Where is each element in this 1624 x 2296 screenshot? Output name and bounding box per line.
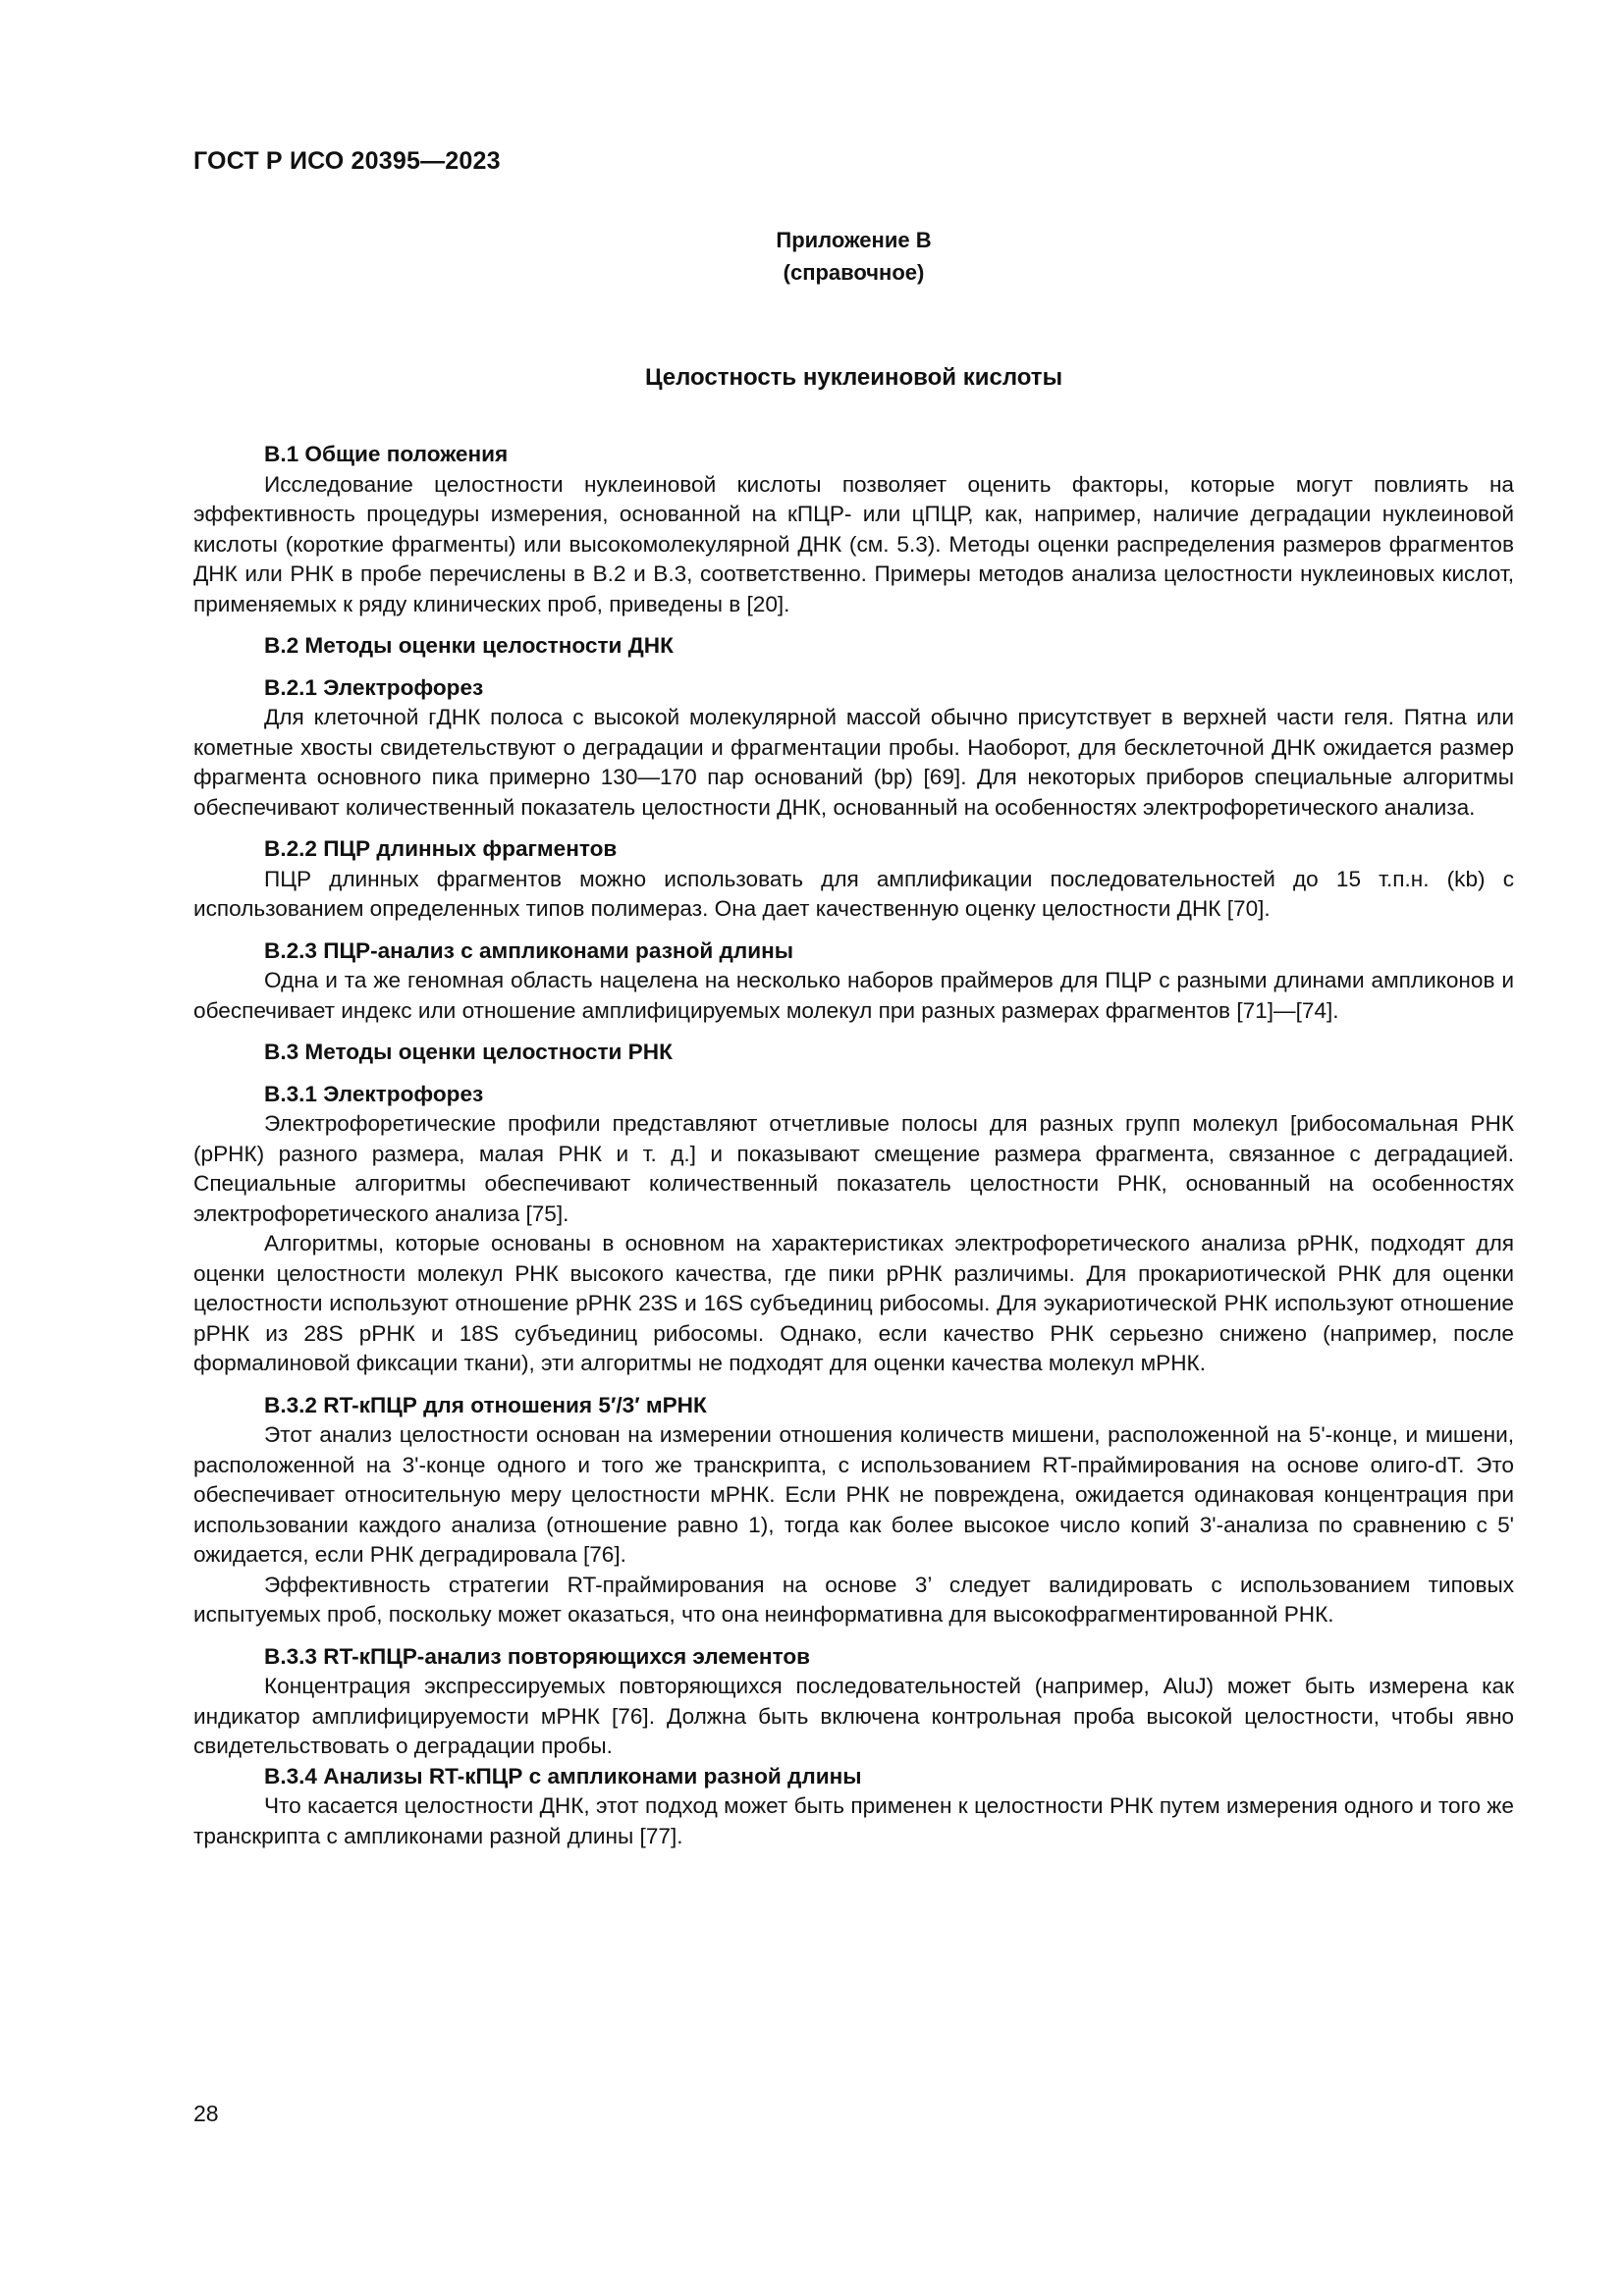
annex-kind: (справочное) [783,260,925,285]
annex-title: Целостность нуклеиновой кислоты [644,364,1063,391]
paragraph: Что касается целостности ДНК, этот подход может быть применен к целостности РНК путем измерения одного и того же транскрипта с ампликонами разной длины [77]. [193,1793,1514,1848]
section-heading-b1: В.1 Общие положения [264,442,509,466]
paragraph: Одна и та же геномная область нацелена на несколько наборов праймеров для ПЦР с разными длинами ампликонов и обеспечивает индекс или отношение амплифицируемых молекул при разных размерах фрагментов [71]—[74]. [193,968,1514,1023]
section-heading-b3: В.3 Методы оценки целостности РНК [264,1040,673,1064]
annex-label: Приложение В [776,228,932,252]
paragraph: Этот анализ целостности основан на измерении отношения количеств мишени, расположенной на 5'-конце, и мишени, расположенной на 3'-конце одного и того же транскрипта, с использованием RT-праймирования на основе олиго-dT. Это обеспечивает относительную меру целостности мРНК. Если РНК не повреждена, ожидается одинаковая концентрация при использовании каждого анализа (отношение равно 1), тогда как более высокое число копий 3'-анализа по сравнению с 5' ожидается, если РНК деградировала [76]. [193,1422,1514,1567]
section-heading-b2-3: В.2.3 ПЦР-анализ с ампликонами разной длины [264,937,794,963]
paragraph: ПЦР длинных фрагментов можно использовать для амплификации последовательностей до 15 т.п.н. (kb) с использованием определенных типов полимераз. Она дает качественную оценку целостности ДНК [70]. [193,866,1514,921]
paragraph: Концентрация экспрессируемых повторяющихся последовательностей (например, AluJ) может быть измерена как индикатор амплифицируемости мРНК [76]. Должна быть включена контрольная проба высокой целостности, чтобы явно свидетельствовать о деградации пробы. [193,1674,1514,1758]
document-standard-id: ГОСТ Р ИСО 20395—2023 [193,147,501,175]
section-heading-b2: В.2 Методы оценки целостности ДНК [264,633,674,658]
paragraph: Электрофоретические профили представляют отчетливые полосы для разных групп молекул [рибосомальная РНК (рРНК) разного размера, малая РНК и т. д.] и показывают смещение размера фрагмента, связанное с деградацией. Специальные алгоритмы обеспечивают количественный показатель целостности РНК, основанный на особенностях электрофоретического анализа [75]. [193,1111,1514,1226]
section-heading-b2-1: В.2.1 Электрофорез [264,674,484,700]
paragraph: Алгоритмы, которые основаны в основном на характеристиках электрофоретического анализа рРНК, подходят для оценки целостности молекул РНК высокого качества, где пики рРНК различимы. Для прокариотической РНК для оценки целостности используют отношение рРНК 23S и 16S субъединиц рибосомы. Для эукариотической РНК используют отношение рРНК из 28S рРНК и 18S субъединиц рибосомы. Однако, если качество РНК серьезно снижено (например, после формалиновой фиксации ткани), эти алгоритмы не подходят для оценки качества молекул мРНК. [193,1231,1514,1375]
annex-heading [193,224,1514,289]
section-heading-b3-2: В.3.2 RT-кПЦР для отношения 5′/3′ мРНК [264,1392,707,1417]
paragraph: Для клеточной гДНК полоса с высокой молекулярной массой обычно присутствует в верхней части геля. Пятна или кометные хвосты свидетельствуют о деградации и фрагментации пробы. Наоборот, для бесклеточной ДНК ожидается размер фрагмента основного пика примерно 130—170 пар оснований (bp) [69]. Для некоторых приборов специальные алгоритмы обеспечивают количественный показатель целостности ДНК, основанный на особенностях электрофоретического анализа. [193,705,1514,820]
paragraph: Исследование целостности нуклеиновой кислоты позволяет оценить факторы, которые могут повлиять на эффективность процедуры измерения, основанной на кПЦР- или цПЦР, как, например, наличие деградации нуклеиновой кислоты (короткие фрагменты) или высокомолекулярной ДНК (см. 5.3). Методы оценки распределения размеров фрагментов ДНК или РНК в пробе перечислены в В.2 и В.3, соответственно. Примеры методов анализа целостности нуклеиновых кислот, применяемых к ряду клинических проб, приведены в [20]. [193,471,1514,616]
section-heading-b2-2: В.2.2 ПЦР длинных фрагментов [264,836,618,861]
section-heading-b3-1: В.3.1 Электрофорез [264,1081,484,1106]
section-heading-b3-4: В.3.4 Анализы RT-кПЦР с ампликонами разной длины [264,1763,862,1789]
section-heading-b3-3: В.3.3 RT-кПЦР-анализ повторяющихся элементов [264,1643,811,1669]
document-body [193,440,1514,1851]
page-number: 28 [193,2101,219,2126]
paragraph: Эффективность стратегии RT-праймирования на основе 3’ следует валидировать с использованием типовых испытуемых проб, поскольку может оказаться, что она неинформативна для высокофрагментированной РНК. [193,1572,1514,1627]
